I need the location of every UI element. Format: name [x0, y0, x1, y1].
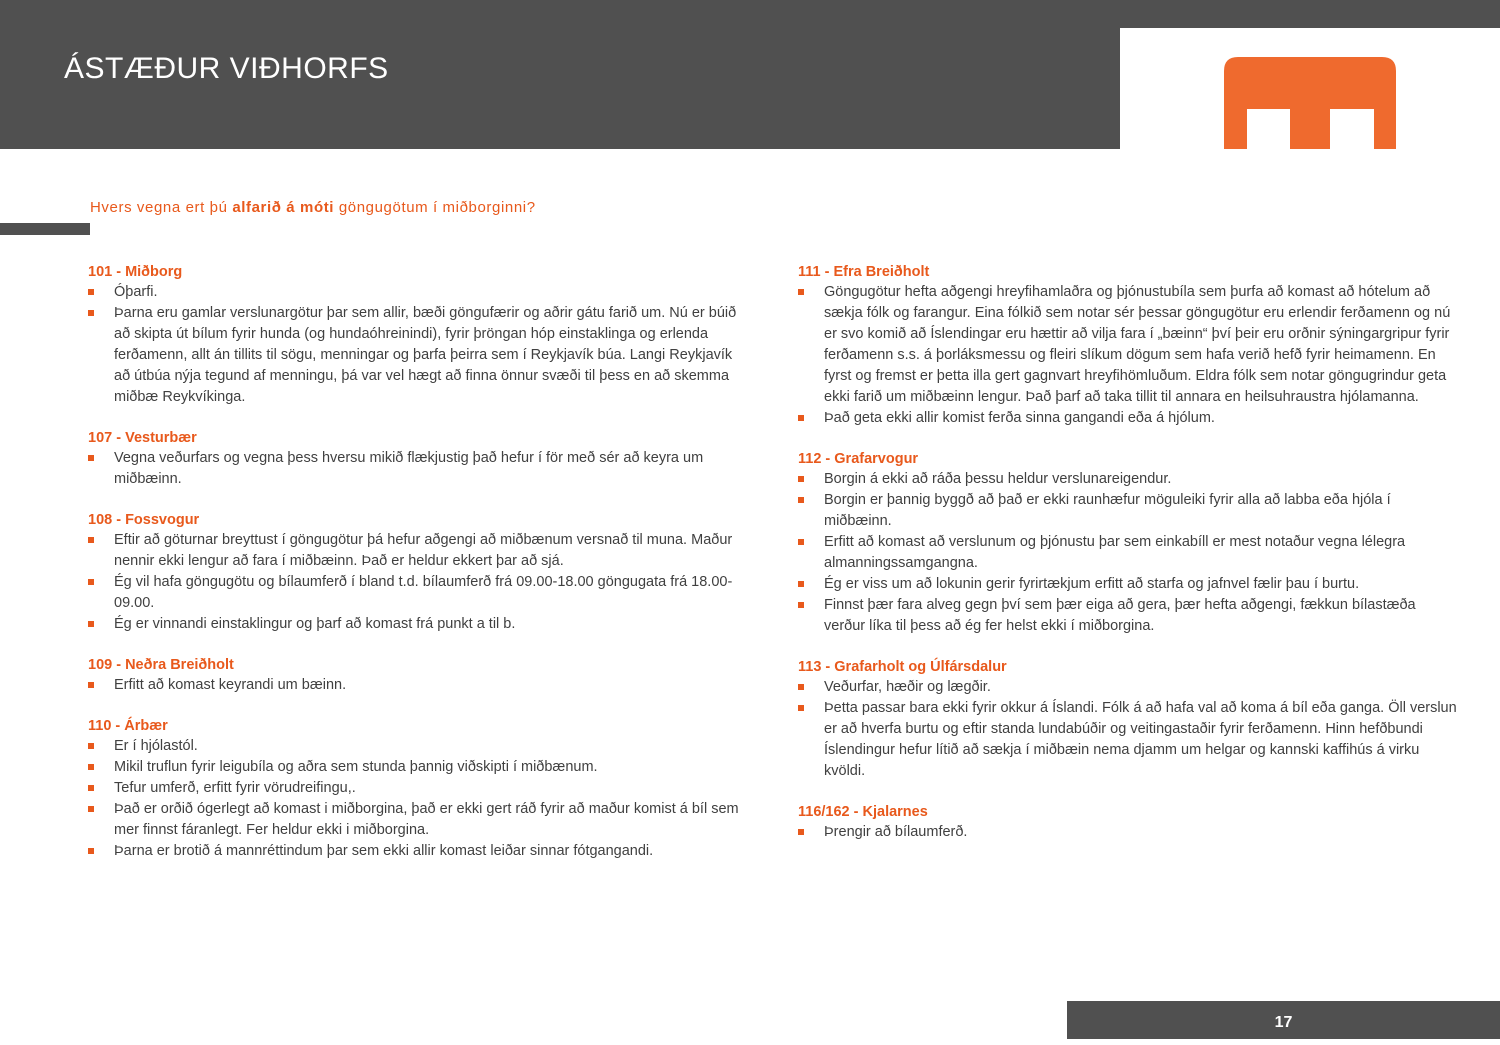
- response-list: [798, 469, 1460, 637]
- response-item: Ég vil hafa göngugötu og bílaumferð í bland t.d. bílaumferð frá 09.00-18.00 göngugata frá 18.00-09.00.: [88, 572, 748, 614]
- response-item: Tefur umferð, erfitt fyrir vörudreifingu,.: [88, 778, 748, 799]
- response-item: Þrengir að bílaumferð.: [798, 822, 1460, 843]
- district-title: 101 - Miðborg: [88, 264, 183, 280]
- response-item: Erfitt að komast að verslunum og þjónustu þar sem einkabíll er mest notaður vegna lélegra almanningssamgangna.: [798, 532, 1460, 574]
- question-text-end: göngugötum í miðborginni?: [334, 199, 536, 216]
- response-list: [88, 530, 748, 635]
- response-item: Ég er vinnandi einstaklingur og þarf að komast frá punkt a til b.: [88, 614, 748, 635]
- district-section: [88, 655, 748, 696]
- district-title: 107 - Vesturbær: [88, 430, 197, 446]
- district-title: 111 - Efra Breiðholt: [798, 264, 930, 280]
- response-item: Þarna eru gamlar verslunargötur þar sem allir, bæði göngufærir og aðrir gátu farið um. Nú er búið að skipta út bílum fyrir hunda (og hundaóhreinindi), fyrir þröngan hóp einstaklinga og erlenda ferðamenn, allt án tillits til sögu, menningar og þarfa þeirra sem í Reykjavík búa. Langi Reykjavík að útbúa nýja tegund af menningu, þá var vel hægt að finna önnur svæði til þess en að skemma miðbæ Reykvíkinga.: [88, 303, 748, 408]
- right-column: [798, 262, 1460, 863]
- district-section: [798, 657, 1460, 782]
- district-section: [88, 262, 748, 408]
- response-item: Mikil truflun fyrir leigubíla og aðra sem stunda þannig viðskipti í miðbænum.: [88, 757, 748, 778]
- page-number: 17: [1274, 1014, 1293, 1031]
- survey-question: [90, 199, 536, 216]
- response-item: Eftir að göturnar breyttust í göngugötur þá hefur aðgengi að miðbænum versnað til muna. Maður nennir ekki lengur að fara í miðbæinn. Það er heldur ekkert þar að sjá.: [88, 530, 748, 572]
- district-title: 110 - Árbær: [88, 718, 168, 734]
- district-section: [798, 449, 1460, 637]
- district-title: 112 - Grafarvogur: [798, 451, 919, 467]
- response-item: Ég er viss um að lokunin gerir fyrirtækjum erfitt að starfa og jafnvel fælir þau í burtu.: [798, 574, 1460, 595]
- left-column: [88, 262, 748, 882]
- response-item: Vegna veðurfars og vegna þess hversu mikið flækjustig það hefur í för með sér að keyra um miðbæinn.: [88, 448, 748, 490]
- question-emphasis: alfarið á móti: [232, 199, 335, 216]
- response-list: [88, 448, 748, 490]
- response-item: Göngugötur hefta aðgengi hreyfihamlaðra og þjónustubíla sem þurfa að komast að hótelum að sækja fólk og farangur. Eina fólkið sem notar sér þessar göngugötur eru erlendir ferðamenn og nú er svo komið að Íslendingar eru hættir að vilja fara í „bæinn“ því þeir eru orðnir sýningargripur fyrir ferðamenn s.s. á þorláksmessu og fleiri slíkum dögum sem hafa verið hefð fyrir heimamenn. En fyrst og fremst er þetta illa gert gagnvart hreyfihömluðum. Eldra fólk sem notar göngugrindur geta ekki farið um miðbæinn lengur. Það þarf að taka tillit til annara en heilsuhraustra hjólamanna.: [798, 282, 1460, 408]
- response-item: Þetta passar bara ekki fyrir okkur á Íslandi. Fólk á að hafa val að koma á bíl eða ganga. Öll verslun er að hverfa burtu og eftir standa lundabúðir og veitingastaðir fyrir ferðamenn. Hinn hefðbundi Íslendingur hefur lítið að sækja í miðbæin nema djamm um helgar og kannski kaffihús á virku kvöldi.: [798, 698, 1460, 782]
- district-section: [88, 428, 748, 490]
- district-title: 116/162 - Kjalarnes: [798, 804, 928, 820]
- response-item: Óþarfi.: [88, 282, 748, 303]
- page-number-box: [1067, 1001, 1500, 1039]
- response-item: Finnst þær fara alveg gegn því sem þær eiga að gera, þær hefta aðgengi, fækkun bílastæða verður líka til þess að ég fer helst ekki í miðborgina.: [798, 595, 1460, 637]
- response-item: Það er orðið ógerlegt að komast i miðborgina, það er ekki gert ráð fyrir að maður komist á bíl sem mer finnst fáranlegt. Fer heldur ekki i miðborgina.: [88, 799, 748, 841]
- response-list: [798, 677, 1460, 782]
- response-item: Það geta ekki allir komist ferða sinna gangandi eða á hjólum.: [798, 408, 1460, 429]
- response-item: Þarna er brotið á mannréttindum þar sem ekki allir komast leiðar sinnar fótgangandi.: [88, 841, 748, 862]
- response-list: [798, 282, 1460, 429]
- accent-bar: [0, 223, 90, 235]
- district-section: [798, 262, 1460, 429]
- response-item: Borgin á ekki að ráða þessu heldur verslunareigendur.: [798, 469, 1460, 490]
- district-section: [88, 510, 748, 635]
- response-item: Er í hjólastól.: [88, 736, 748, 757]
- district-title: 113 - Grafarholt og Úlfársdalur: [798, 659, 1007, 675]
- district-title: 108 - Fossvogur: [88, 512, 200, 528]
- header-top-strip: [1120, 0, 1500, 28]
- logo-icon: [1224, 57, 1396, 149]
- response-list: [798, 822, 1460, 843]
- district-title: 109 - Neðra Breiðholt: [88, 657, 234, 673]
- response-list: [88, 675, 748, 696]
- response-list: [88, 736, 748, 862]
- response-item: Erfitt að komast keyrandi um bæinn.: [88, 675, 748, 696]
- response-list: [88, 282, 748, 408]
- response-item: Borgin er þannig byggð að það er ekki raunhæfur möguleiki fyrir alla að labba eða hjóla í miðbæinn.: [798, 490, 1460, 532]
- district-section: [88, 716, 748, 862]
- page-title: ÁSTÆÐUR VIÐHORFS: [64, 52, 389, 85]
- district-section: [798, 802, 1460, 843]
- question-text-start: Hvers vegna ert þú: [90, 199, 233, 216]
- response-item: Veðurfar, hæðir og lægðir.: [798, 677, 1460, 698]
